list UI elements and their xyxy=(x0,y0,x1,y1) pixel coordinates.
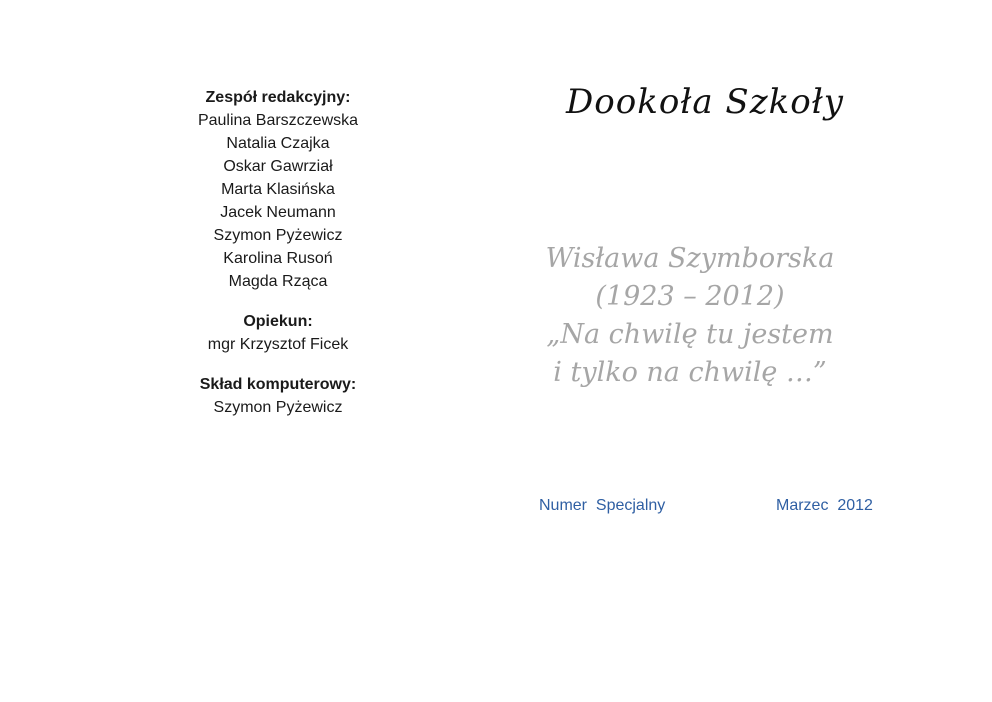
team-member: Paulina Barszczewska xyxy=(197,112,359,129)
feature-line: i tylko na chwilę …” xyxy=(553,357,827,388)
team-member: Oskar Gawrział xyxy=(223,158,333,175)
feature-line: „Na chwilę tu jestem xyxy=(546,319,834,350)
team-member: Natalia Czajka xyxy=(226,135,330,152)
editorial-team-heading: Zespół redakcyjny: xyxy=(205,89,351,106)
typesetting-heading: Skład komputerowy: xyxy=(199,376,357,393)
masthead-title: Dookoła Szkoły xyxy=(566,82,844,122)
team-member: Jacek Neumann xyxy=(220,204,336,221)
team-member: Marta Klasińska xyxy=(221,181,335,198)
issue-label: Numer Specjalny xyxy=(539,497,666,514)
issue-date: Marzec 2012 xyxy=(776,497,873,514)
feature-line: Wisława Szymborska xyxy=(545,243,835,274)
typesetting-name: Szymon Pyżewicz xyxy=(213,399,343,416)
typesetting-section xyxy=(168,373,388,419)
editorial-team-section xyxy=(168,86,388,293)
feature-line: (1923 – 2012) xyxy=(595,281,785,312)
feature-text xyxy=(540,240,840,392)
supervisor-name: mgr Krzysztof Ficek xyxy=(207,336,349,353)
team-member: Szymon Pyżewicz xyxy=(213,227,343,244)
supervisor-section xyxy=(168,310,388,356)
supervisor-heading: Opiekun: xyxy=(243,313,313,330)
credits-column xyxy=(168,86,388,436)
team-member: Karolina Rusoń xyxy=(223,250,333,267)
team-member: Magda Rząca xyxy=(228,273,328,290)
